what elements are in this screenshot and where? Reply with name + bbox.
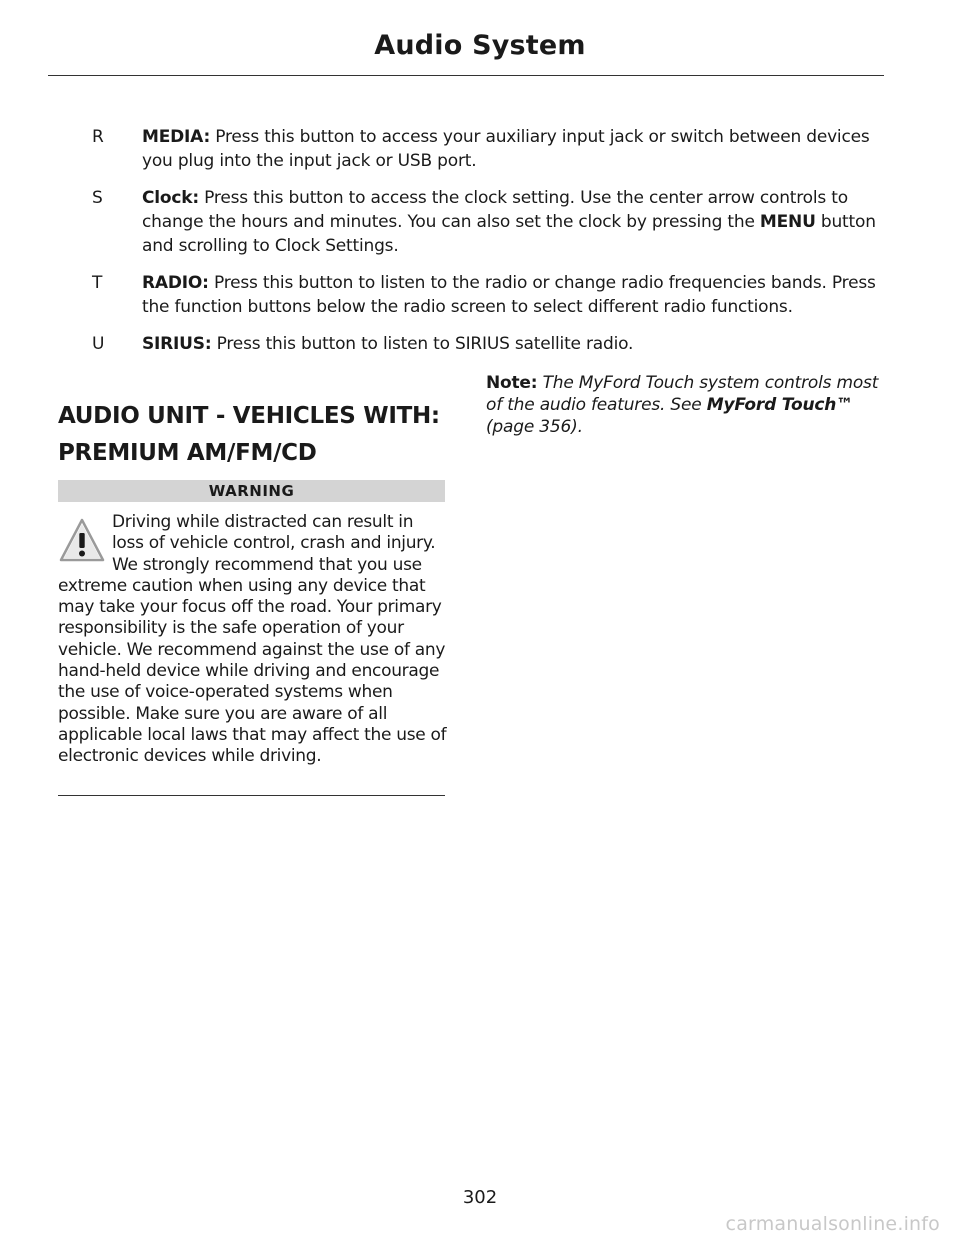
definition-description: Press this button to listen to SIRIUS satellite radio. xyxy=(211,334,634,354)
definition-description-cont: button and scrolling to Clock Settings. xyxy=(142,212,876,256)
warning-label: WARNING xyxy=(58,480,445,502)
warning-text: Driving while distracted can result in loss of vehicle control, crash and injury. We strongly recommend that you use extreme caution when using any device that may take your focus off the road. Your primary responsibility is the safe operation of your vehicle. We recommend against the use of any hand-held device while driving and encourage the use of voice-operated systems when possible. Make sure you are aware of all applicable local laws that may affect the use of electronic devices while driving. xyxy=(58,512,447,767)
definition-term: Clock: xyxy=(142,188,199,208)
definition-text xyxy=(142,125,892,173)
definition-term: MEDIA: xyxy=(142,127,211,147)
menu-button-reference: MENU xyxy=(759,212,816,232)
definition-item xyxy=(92,271,892,319)
page-number: 302 xyxy=(462,1187,498,1208)
definition-item xyxy=(92,332,892,356)
button-definition-list xyxy=(92,125,892,369)
section-heading-line: PREMIUM AM/FM/CD xyxy=(58,440,317,466)
definition-text xyxy=(142,186,892,258)
warning-triangle-icon xyxy=(58,516,106,566)
definition-description: Press this button to listen to the radio or change radio frequencies bands. Press the function buttons below the radio screen to select different radio functions. xyxy=(142,273,876,317)
note-block xyxy=(486,372,881,438)
definition-letter: U xyxy=(92,334,105,354)
definition-description: Press this button to access the clock setting. Use the center arrow controls to change the hours and minutes. You can also set the clock by pressing the xyxy=(142,188,848,232)
definition-letter: T xyxy=(92,273,103,293)
definition-item xyxy=(92,125,892,173)
definition-description: Press this button to access your auxiliary input jack or switch between devices you plug into the input jack or USB port. xyxy=(142,127,870,171)
definition-letter: S xyxy=(92,188,103,208)
note-page-ref: (page 356). xyxy=(486,417,583,437)
section-heading-line: AUDIO UNIT - VEHICLES WITH: xyxy=(58,403,440,429)
header-divider xyxy=(48,75,884,76)
page-title: Audio System xyxy=(374,30,586,61)
myford-touch-link[interactable]: MyFord Touch™ xyxy=(706,395,853,415)
definition-item xyxy=(92,186,892,258)
definition-text xyxy=(142,332,892,356)
warning-text-block xyxy=(58,512,448,768)
definition-letter: R xyxy=(92,127,104,147)
definition-term: RADIO: xyxy=(142,273,209,293)
warning-divider xyxy=(58,795,445,796)
section-heading xyxy=(58,398,458,472)
watermark: carmanualsonline.info xyxy=(725,1213,940,1235)
definition-text xyxy=(142,271,892,319)
note-text: The MyFord Touch system controls most of the audio features. See xyxy=(486,373,879,415)
note-label: Note: xyxy=(486,373,538,393)
definition-term: SIRIUS: xyxy=(142,334,212,354)
